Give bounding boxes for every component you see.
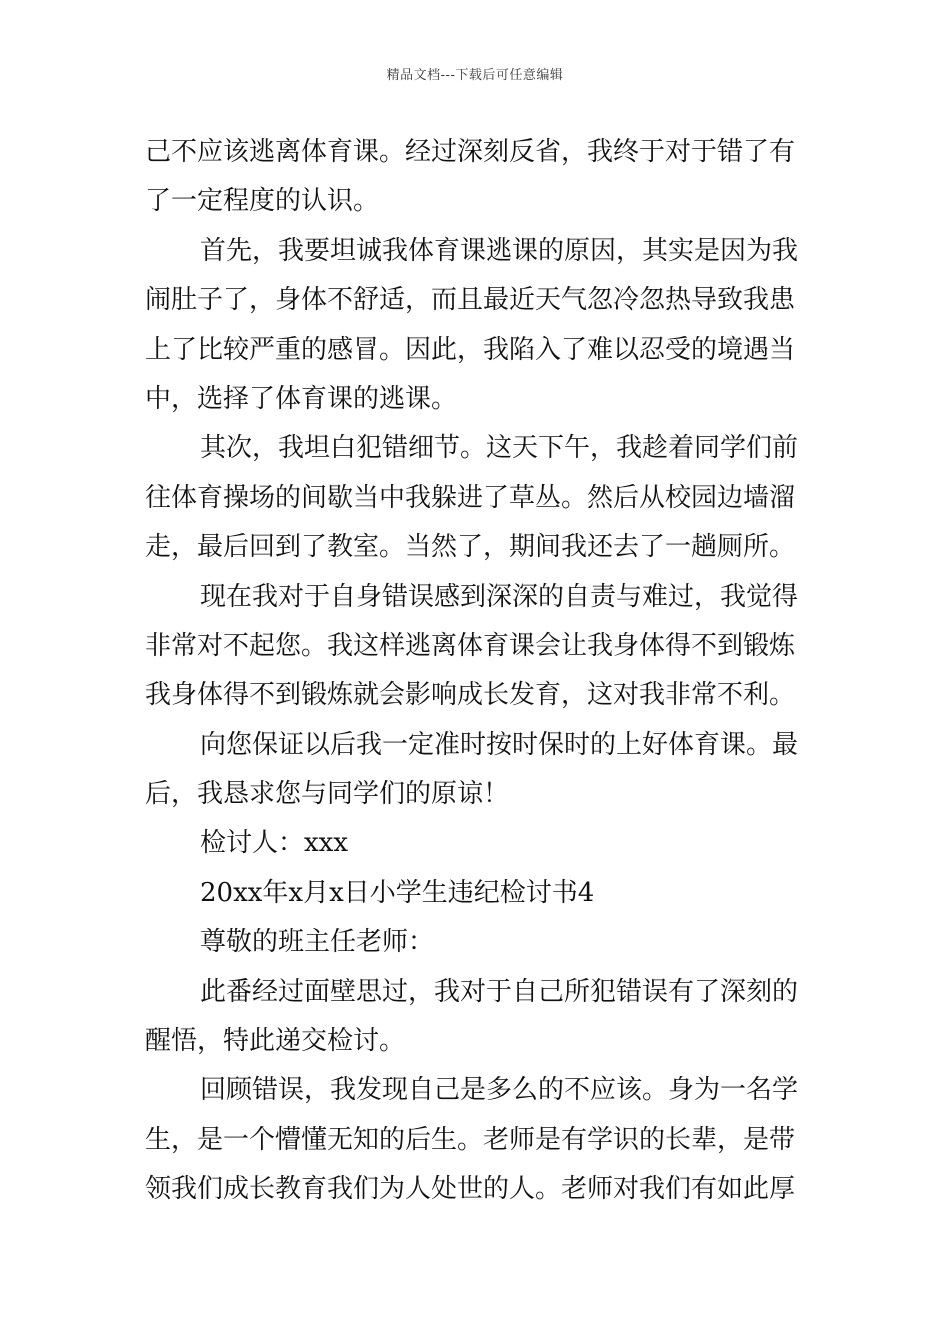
text-line: 其次，我坦白犯错细节。这天下午，我趁着同学们前 <box>200 433 799 464</box>
text-line: 了一定程度的认识。 <box>145 186 380 217</box>
text-line: 中，选择了体育课的逃课。 <box>145 383 458 414</box>
document-body <box>145 128 810 1215</box>
text-line: 醒悟，特此递交检讨。 <box>145 1026 406 1057</box>
text-line: 我身体得不到锻炼就会影响成长发育，这对我非常不利。 <box>145 680 796 711</box>
salutation-line: 尊敬的班主任老师： <box>200 927 435 958</box>
text-line: 上了比较严重的感冒。因此，我陷入了难以忍受的境遇当 <box>145 334 796 365</box>
text-line: 后，我恳求您与同学们的原谅！ <box>145 779 510 810</box>
text-line: 向您保证以后我一定准时按时保时的上好体育课。最 <box>200 729 799 760</box>
page-header: 精品文档---下载后可任意编辑 <box>386 68 564 83</box>
signature-line: 检讨人：xxx <box>200 828 348 859</box>
text-line: 此番经过面壁思过，我对于自己所犯错误有了深刻的 <box>200 976 799 1007</box>
text-line: 首先，我要坦诚我体育课逃课的原因，其实是因为我 <box>200 235 799 266</box>
text-line: 现在我对于自身错误感到深深的自责与难过，我觉得 <box>200 581 799 612</box>
text-line: 走，最后回到了教室。当然了，期间我还去了一趟厕所。 <box>145 532 796 563</box>
text-line: 非常对不起您。我这样逃离体育课会让我身体得不到锻炼 <box>145 630 796 661</box>
text-line: 闹肚子了，身体不舒适，而且最近天气忽冷忽热导致我患 <box>145 285 796 316</box>
text-line: 领我们成长教育我们为人处世的人。老师对我们有如此厚 <box>145 1174 796 1205</box>
text-line: 往体育操场的间歇当中我躲进了草丛。然后从校园边墙溜 <box>145 482 796 513</box>
text-line: 回顾错误，我发现自己是多么的不应该。身为一名学 <box>200 1075 799 1106</box>
text-line: 生，是一个懵懂无知的后生。老师是有学识的长辈，是带 <box>145 1124 796 1155</box>
date-title-line: 20xx年x月x日小学生违纪检讨书4 <box>200 877 595 908</box>
text-line: 己不应该逃离体育课。经过深刻反省，我终于对于错了有 <box>145 137 796 167</box>
